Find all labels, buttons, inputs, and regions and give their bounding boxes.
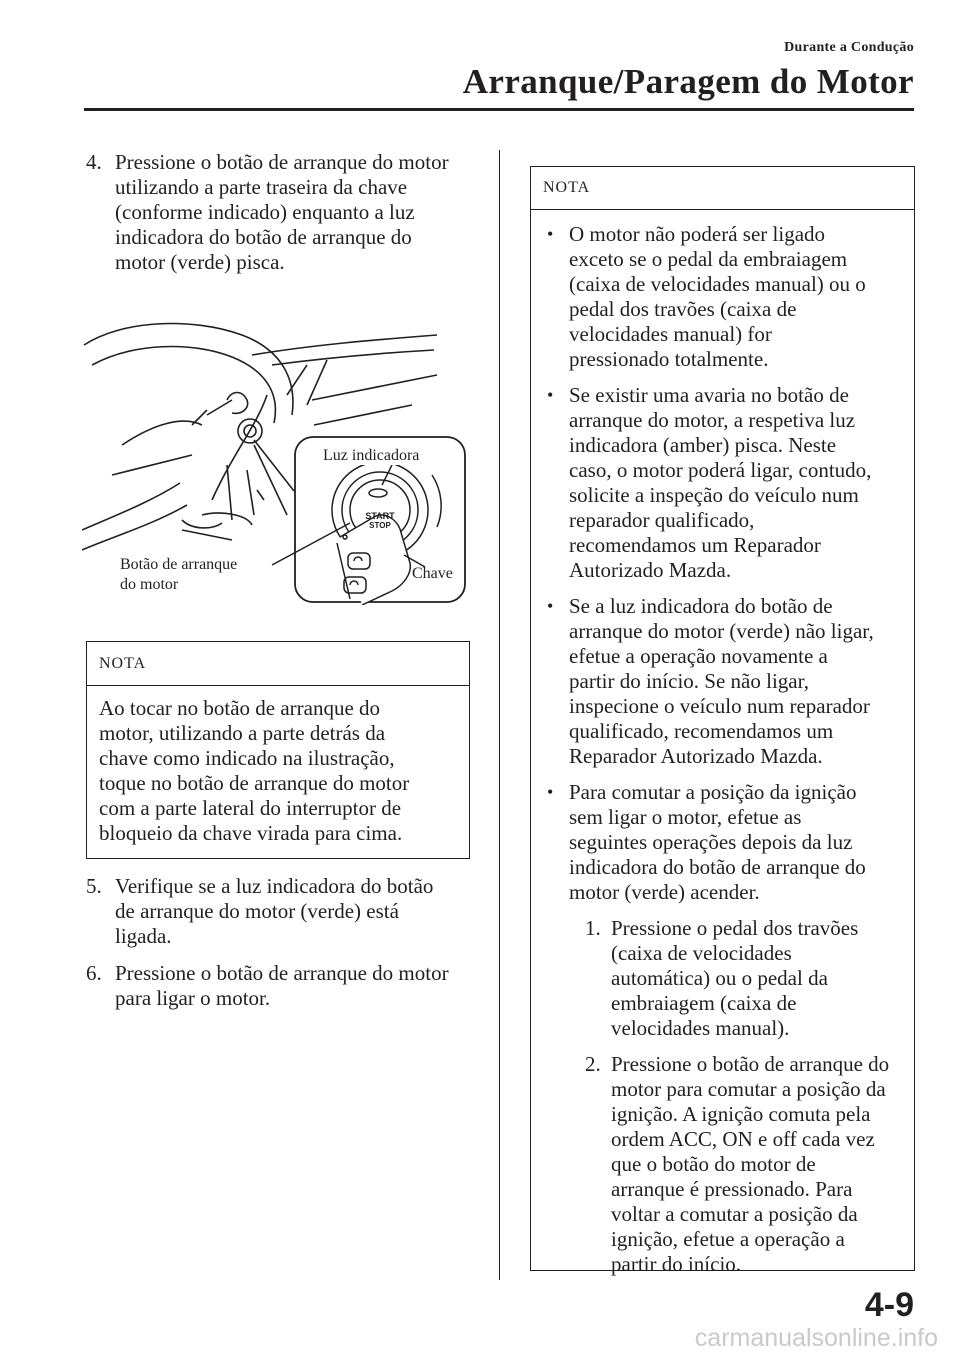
note-bullet [545,594,904,769]
bullet-line: O motor não poderá ser ligado [569,222,826,246]
substep-line: partir do início. [611,1252,742,1276]
substep-line: ordem ACC, ON e off cada vez [611,1127,875,1151]
bullet-line: Reparador Autorizado Mazda. [569,744,823,768]
step-line: Verifique se a luz indicadora do botão [115,874,434,898]
substep-line: ignição. A ignição comuta pela [611,1102,871,1126]
bullet-dot: • [547,224,554,244]
substep-number: 1. [585,916,601,940]
page-number: 4-9 [864,1286,914,1324]
bullet-line: efetue a operação novamente a [569,644,828,668]
bullet-line: motor (verde) acender. [569,880,760,904]
step-line: de arranque do motor (verde) está [115,899,399,923]
substep-line: voltar a comutar a posição da [611,1202,858,1226]
bullet-line: Autorizado Mazda. [569,558,732,582]
bullet-dot: • [547,782,554,802]
note-line: com a parte lateral do interruptor de [99,796,402,820]
substep-line: Pressione o pedal dos travões [611,916,859,940]
caption-line: Botão de arranque [120,556,238,573]
bullet-line: sem ligar o motor, efetue as [569,805,802,829]
key-label: Chave [412,565,453,582]
bullet-line: recomendamos um Reparador [569,533,821,557]
column-divider [499,150,500,1280]
section-label: Durante a Condução [784,40,914,55]
substep-line: automática) ou o pedal da [611,966,828,990]
header-rule [84,108,914,111]
start-button-caption [120,555,237,595]
stop-button-label: STOP [369,521,391,530]
bullet-line: inspecione o veículo num reparador [569,694,870,718]
bullet-line: Para comutar a posição da ignição [569,780,857,804]
step-number: 6. [86,961,102,985]
step-line: utilizando a parte traseira da chave [115,175,408,199]
bullet-dot: • [547,596,554,616]
note-box-left [86,641,470,859]
note-body [531,210,914,1277]
page-title: Arranque/Paragem do Motor [462,62,914,101]
bullet-line: indicadora do botão de arranque do [569,855,866,879]
bullet-line: caso, o motor poderá ligar, contudo, [569,458,872,482]
substep-line: arranque é pressionado. Para [611,1177,853,1201]
bullet-line: Se a luz indicadora do botão de [569,594,833,618]
bullet-line: velocidades manual) for [569,322,772,346]
step-line: Pressione o botão de arranque do motor [115,961,449,985]
bullet-line: arranque do motor (verde) não ligar, [569,619,874,643]
note-bullet [545,780,904,905]
bullet-line: indicadora (amber) pisca. Neste [569,433,837,457]
note-line: toque no botão de arranque do motor [99,771,410,795]
note-line: motor, utilizando a parte detrás da [99,721,386,745]
step-line: ligada. [115,924,172,948]
bullet-line: partir do início. Se não ligar, [569,669,810,693]
step-6 [86,961,486,1011]
note-heading: NOTA [87,642,469,686]
substep-line: que o botão do motor de [611,1152,816,1176]
indicator-light-label: Luz indicadora [323,447,420,464]
note-substep [545,1052,904,1277]
bullet-dot: • [547,385,554,405]
step-line: motor (verde) pisca. [115,250,285,274]
substep-line: Pressione o botão de arranque do [611,1052,890,1076]
bullet-line: Se existir uma avaria no botão de [569,383,849,407]
substep-line: embraiagem (caixa de [611,991,797,1015]
step-line: indicadora do botão de arranque do [115,225,412,249]
bullet-line: exceto se o pedal da embraiagem [569,247,848,271]
step-number: 5. [86,874,102,898]
substep-line: ignição, efetue a operação a [611,1227,845,1251]
step-number: 4. [86,150,102,174]
bullet-line: (caixa de velocidades manual) ou o [569,272,866,296]
step-4 [86,150,486,275]
bullet-line: pressionado totalmente. [569,347,769,371]
note-body [87,686,469,846]
engine-start-illustration [82,305,474,605]
watermark: carmanualsonline.info [694,1324,938,1352]
substep-line: motor para comutar a posição da [611,1077,886,1101]
start-button-label: START [365,511,395,521]
bullet-line: arranque do motor, a respetiva luz [569,408,856,432]
bullet-line: seguintes operações depois da luz [569,830,853,854]
step-line: Pressione o botão de arranque do motor [115,150,449,174]
step-line: para ligar o motor. [115,986,271,1010]
note-bullet [545,383,904,583]
step-5 [86,874,486,949]
note-heading: NOTA [531,167,914,210]
step-line: (conforme indicado) enquanto a luz [115,200,415,224]
substep-number: 2. [585,1052,601,1076]
note-line: Ao tocar no botão de arranque do [99,696,381,720]
bullet-line: solicite a inspeção do veículo num [569,483,859,507]
substep-line: velocidades manual). [611,1016,790,1040]
substep-line: (caixa de velocidades [611,941,792,965]
note-line: chave como indicado na ilustração, [99,746,395,770]
bullet-line: qualificado, recomendamos um [569,719,834,743]
note-line: bloqueio da chave virada para cima. [99,821,403,845]
note-substep [545,916,904,1041]
note-bullet [545,222,904,372]
caption-line: do motor [120,576,179,593]
bullet-line: reparador qualificado, [569,508,755,532]
bullet-line: pedal dos travões (caixa de [569,297,797,321]
note-box-right [530,166,915,1276]
